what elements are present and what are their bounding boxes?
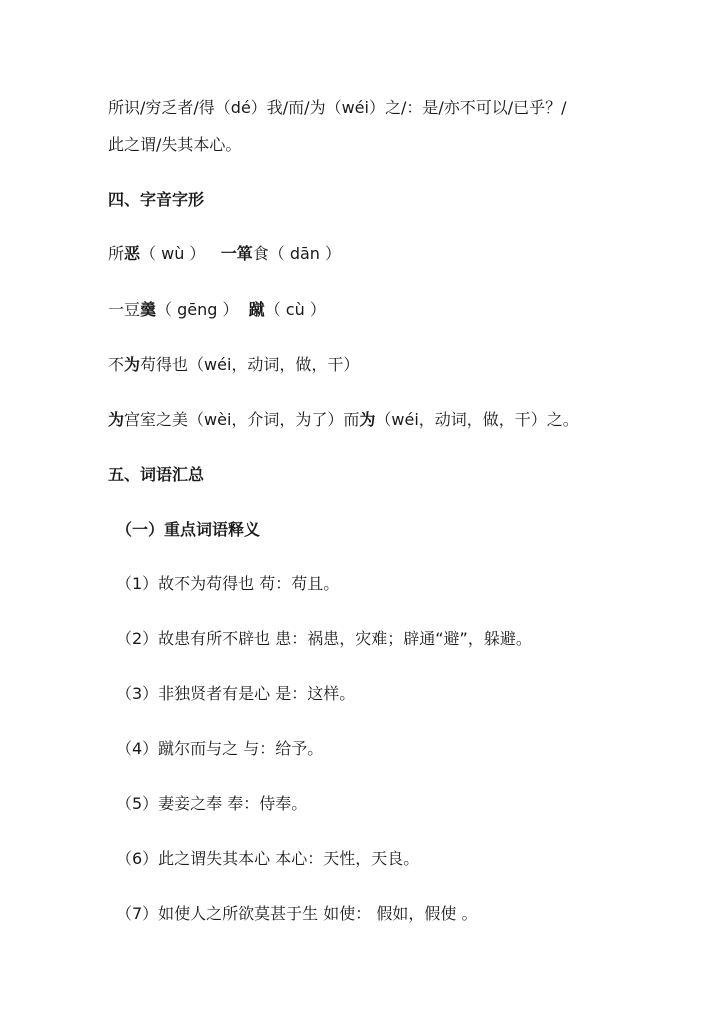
section-5-subheading: （一）重点词语释义 <box>116 520 261 539</box>
vocab-item-5: （5）妻妾之奉 奉：侍奉。 <box>116 794 308 813</box>
pronunciation-row-4 <box>108 409 684 431</box>
vocab-item-4: （4）蹴尔而与之 与：给予。 <box>116 739 324 758</box>
row4-bold-1: 为 <box>108 410 125 429</box>
vocab-item-7: （7）如使人之所欲莫甚于生 如使： 假如，假使 。 <box>116 904 478 923</box>
row2-b-pinyin: （ cù ） <box>264 300 326 319</box>
row2-a-bold: 羹 <box>140 300 157 319</box>
pronunciation-row-1 <box>108 243 684 265</box>
pronunciation-row-2 <box>108 299 684 321</box>
row1-b-prefix: 一 <box>220 244 237 263</box>
vocab-item-3: （3）非独贤者有是心 是：这样。 <box>116 684 356 703</box>
vocab-item-1: （1）故不为苟得也 苟：苟且。 <box>116 574 340 593</box>
passage-line-1: 所识/穷乏者/得（dé）我/而/为（wéi）之/：是/亦不可以/已乎？/ <box>108 98 567 117</box>
row1-b-suffix: 食 <box>252 244 269 263</box>
row3-bold: 为 <box>124 355 141 374</box>
section-5-heading: 五、词语汇总 <box>108 465 205 484</box>
row4-bold-2: 为 <box>359 410 376 429</box>
row3-prefix: 不 <box>108 355 125 374</box>
passage-line-2: 此之谓/失其本心。 <box>108 135 242 154</box>
row1-a-bold: 恶 <box>124 244 141 263</box>
row1-b-pinyin: （ dān ） <box>268 244 342 263</box>
row2-a-pinyin: （ gēng ） <box>156 300 239 319</box>
row1-a-pinyin: （ wù ） <box>140 244 206 263</box>
row1-b-bold: 箪 <box>236 244 253 263</box>
row4-suffix: （wéi，动词，做，干）之。 <box>375 410 579 429</box>
row1-a-prefix: 所 <box>108 244 125 263</box>
section-4-heading: 四、字音字形 <box>108 190 205 209</box>
row3-suffix: 苟得也（wéi，动词，做，干） <box>140 355 360 374</box>
pronunciation-row-3 <box>108 354 684 376</box>
vocab-item-2: （2）故患有所不辟也 患：祸患，灾难；辟通“避”，躲避。 <box>116 629 532 648</box>
row2-b-bold: 蹴 <box>248 300 265 319</box>
row2-a-prefix: 一豆 <box>108 300 141 319</box>
row4-middle: 宫室之美（wèi，介词，为了）而 <box>124 410 360 429</box>
vocab-item-6: （6）此之谓失其本心 本心：天性，天良。 <box>116 849 420 868</box>
